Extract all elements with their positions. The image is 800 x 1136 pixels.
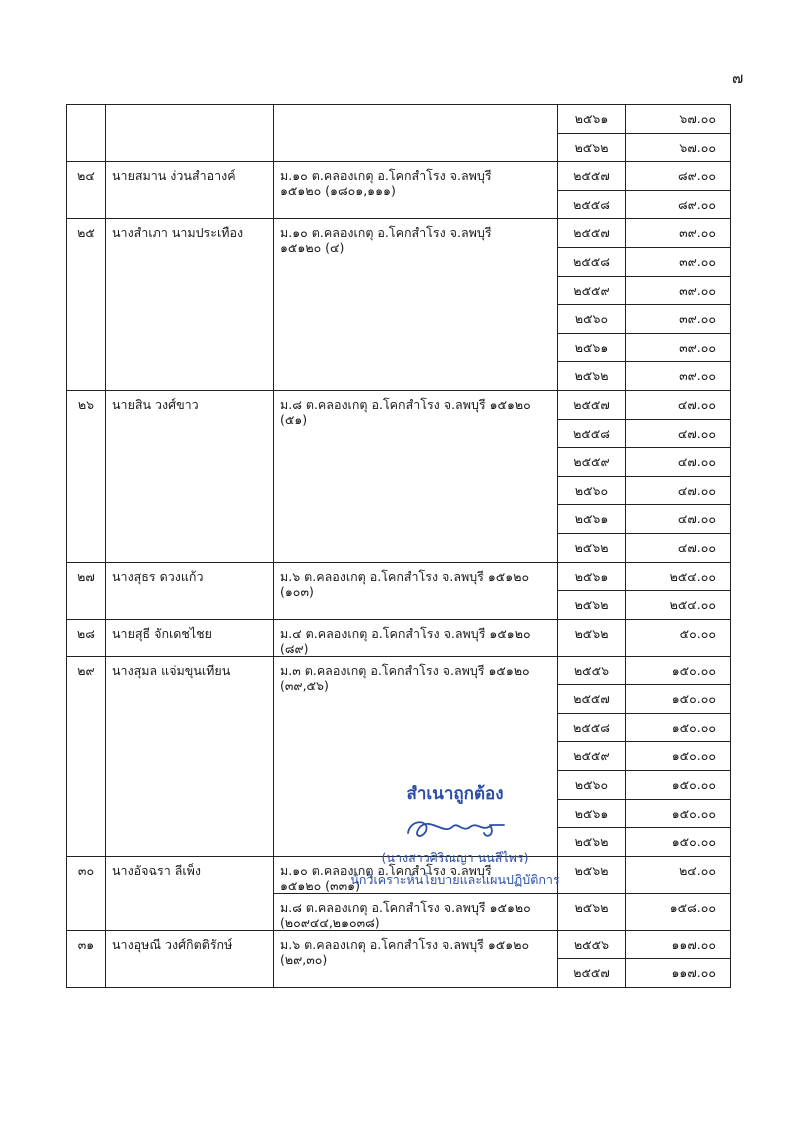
- year-cell: ๒๕๕๖: [558, 930, 626, 959]
- year-cell: ๒๕๖๒: [558, 533, 626, 562]
- table-row: [67, 930, 731, 959]
- amount-cell: ๑๕๘.๐๐: [626, 893, 731, 930]
- address-line: (๒๙,๓๐): [280, 951, 328, 967]
- year-cell: ๒๕๕๙: [558, 276, 626, 305]
- year-cell: ๒๕๕๙: [558, 448, 626, 477]
- amount-cell: ๓๙.๐๐: [626, 305, 731, 334]
- year-cell: ๒๕๖๒: [558, 133, 626, 162]
- person-name: นางสุธร ดวงแก้ว: [106, 562, 274, 619]
- row-number: [67, 105, 106, 162]
- person-name: นายสิน วงศ์ขาว: [106, 390, 274, 562]
- person-name: นางสำเภา นามประเทือง: [106, 219, 274, 391]
- address-line: ๑๕๑๒๐ (๓๓๑): [280, 877, 360, 893]
- person-name: นายสุธี จักเดชไชย: [106, 619, 274, 656]
- amount-cell: ๔๗.๐๐: [626, 533, 731, 562]
- year-cell: ๒๕๖๒: [558, 828, 626, 857]
- year-cell: ๒๕๖๑: [558, 799, 626, 828]
- address-line: (๒๐๙๔๔,๒๑๐๓๘): [280, 914, 380, 930]
- amount-cell: ๒๕๔.๐๐: [626, 562, 731, 591]
- year-cell: ๒๕๕๗: [558, 219, 626, 248]
- amount-cell: ๕๐.๐๐: [626, 619, 731, 656]
- year-cell: ๒๕๖๑: [558, 333, 626, 362]
- amount-cell: ๑๕๐.๐๐: [626, 828, 731, 857]
- year-cell: ๒๕๖๒: [558, 856, 626, 893]
- amount-cell: ๘๙.๐๐: [626, 190, 731, 219]
- person-name: [106, 105, 274, 162]
- amount-cell: ๑๑๗.๐๐: [626, 959, 731, 988]
- year-cell: ๒๕๕๘: [558, 247, 626, 276]
- amount-cell: ๖๗.๐๐: [626, 105, 731, 134]
- amount-cell: ๑๕๐.๐๐: [626, 685, 731, 714]
- table-row: [67, 562, 731, 591]
- amount-cell: ๓๙.๐๐: [626, 333, 731, 362]
- address-cell: [274, 619, 558, 656]
- address-line: ม.๘ ต.คลองเกตุ อ.โคกสำโรง จ.ลพบุรี ๑๕๑๒๐: [280, 899, 531, 915]
- address-line: ม.๑๐ ต.คลองเกตุ อ.โคกสำโรง จ.ลพบุรี: [280, 225, 492, 241]
- row-number: ๒๘: [67, 619, 106, 656]
- year-cell: ๒๕๖๒: [558, 591, 626, 620]
- amount-cell: ๑๕๐.๐๐: [626, 771, 731, 800]
- amount-cell: ๑๕๐.๐๐: [626, 713, 731, 742]
- address-cell: [274, 893, 558, 930]
- year-cell: ๒๕๕๗: [558, 959, 626, 988]
- year-cell: ๒๕๖๑: [558, 505, 626, 534]
- address-line: ม.๑๐ ต.คลองเกตุ อ.โคกสำโรง จ.ลพบุรี: [280, 168, 492, 184]
- year-cell: ๒๕๕๘: [558, 419, 626, 448]
- page-number: ๗: [732, 69, 744, 87]
- row-number: ๒๖: [67, 390, 106, 562]
- address-line: ๑๕๑๒๐ (๑๘๐๑,๑๑๑): [280, 183, 396, 199]
- row-number: ๒๗: [67, 562, 106, 619]
- amount-cell: ๑๕๐.๐๐: [626, 656, 731, 685]
- row-number: ๒๙: [67, 656, 106, 856]
- cert-title: สำเนาถูกต้อง: [406, 784, 504, 804]
- year-cell: ๒๕๕๘: [558, 190, 626, 219]
- address-cell: [274, 219, 558, 391]
- address-line: ม.๖ ต.คลองเกตุ อ.โคกสำโรง จ.ลพบุรี ๑๕๑๒๐: [280, 936, 530, 952]
- amount-cell: ๔๗.๐๐: [626, 476, 731, 505]
- year-cell: ๒๕๖๑: [558, 562, 626, 591]
- amount-cell: ๔๗.๐๐: [626, 419, 731, 448]
- table-row: [67, 656, 731, 685]
- address-line: ม.๖ ต.คลองเกตุ อ.โคกสำโรง จ.ลพบุรี ๑๕๑๒๐: [280, 568, 530, 584]
- row-number: ๒๕: [67, 219, 106, 391]
- address-line: (๑๐๓): [280, 583, 314, 599]
- year-cell: ๒๕๕๖: [558, 656, 626, 685]
- amount-cell: ๒๕๔.๐๐: [626, 591, 731, 620]
- amount-cell: ๓๙.๐๐: [626, 276, 731, 305]
- person-name: นางอุษณี วงศ์กิตติรักษ์: [106, 930, 274, 987]
- row-number: ๒๔: [67, 162, 106, 219]
- table-row: [67, 105, 731, 134]
- year-cell: ๒๕๖๐: [558, 476, 626, 505]
- table-row: [67, 219, 731, 248]
- table-row: [67, 390, 731, 419]
- year-cell: ๒๕๕๗: [558, 685, 626, 714]
- year-cell: ๒๕๖๒: [558, 619, 626, 656]
- amount-cell: ๓๙.๐๐: [626, 247, 731, 276]
- year-cell: ๒๕๕๙: [558, 742, 626, 771]
- address-line: (๓๙,๕๖): [280, 677, 329, 693]
- amount-cell: ๒๔.๐๐: [626, 856, 731, 893]
- year-cell: ๒๕๖๐: [558, 771, 626, 800]
- row-number: ๓๐: [67, 856, 106, 930]
- address-line: (๕๑): [280, 411, 308, 427]
- amount-cell: ๓๙.๐๐: [626, 362, 731, 391]
- person-name: นางอัจฉรา ลีเพ็ง: [106, 856, 274, 930]
- amount-cell: ๖๗.๐๐: [626, 133, 731, 162]
- person-name: นายสมาน ง่วนสำอางค์: [106, 162, 274, 219]
- year-cell: ๒๕๕๗: [558, 390, 626, 419]
- year-cell: ๒๕๕๘: [558, 713, 626, 742]
- amount-cell: ๓๙.๐๐: [626, 219, 731, 248]
- address-line: ๑๕๑๒๐ (๔): [280, 240, 345, 256]
- amount-cell: ๑๑๗.๐๐: [626, 930, 731, 959]
- year-cell: ๒๕๖๑: [558, 105, 626, 134]
- amount-cell: ๔๗.๐๐: [626, 505, 731, 534]
- address-line: ม.๓ ต.คลองเกตุ อ.โคกสำโรง จ.ลพบุรี ๑๕๑๒๐: [280, 662, 530, 678]
- amount-cell: ๑๕๐.๐๐: [626, 799, 731, 828]
- address-line: (๘๙): [280, 640, 309, 656]
- cert-name: (นางสาวศิริณญา นนสีไพร): [381, 850, 529, 865]
- amount-cell: ๑๕๐.๐๐: [626, 742, 731, 771]
- certification-stamp: [330, 780, 580, 891]
- address-cell: [274, 390, 558, 562]
- amount-cell: ๘๙.๐๐: [626, 162, 731, 191]
- year-cell: ๒๕๖๐: [558, 305, 626, 334]
- address-cell: [274, 930, 558, 987]
- address-line: ม.๔ ต.คลองเกตุ อ.โคกสำโรง จ.ลพบุรี ๑๕๑๒๐: [280, 625, 531, 641]
- year-cell: ๒๕๖๒: [558, 362, 626, 391]
- table-row: [67, 162, 731, 191]
- address-line: ม.๘ ต.คลองเกตุ อ.โคกสำโรง จ.ลพบุรี ๑๕๑๒๐: [280, 396, 531, 412]
- row-number: ๓๑: [67, 930, 106, 987]
- address-line: ม.๑๐ ต.คลองเกตุ อ.โคกสำโรง จ.ลพบุรี: [280, 862, 492, 878]
- address-cell: [274, 562, 558, 619]
- year-cell: ๒๕๕๗: [558, 162, 626, 191]
- amount-cell: ๔๗.๐๐: [626, 448, 731, 477]
- address-cell: [274, 105, 558, 162]
- address-cell: [274, 162, 558, 219]
- cert-position: นักวิเคราะห์นโยบายและแผนปฏิบัติการ: [350, 872, 560, 887]
- amount-cell: ๔๗.๐๐: [626, 390, 731, 419]
- year-cell: ๒๕๖๒: [558, 893, 626, 930]
- person-name: นางสุมล แจ่มขุนเทียน: [106, 656, 274, 856]
- table-row: [67, 619, 731, 656]
- signature-icon: [400, 813, 510, 843]
